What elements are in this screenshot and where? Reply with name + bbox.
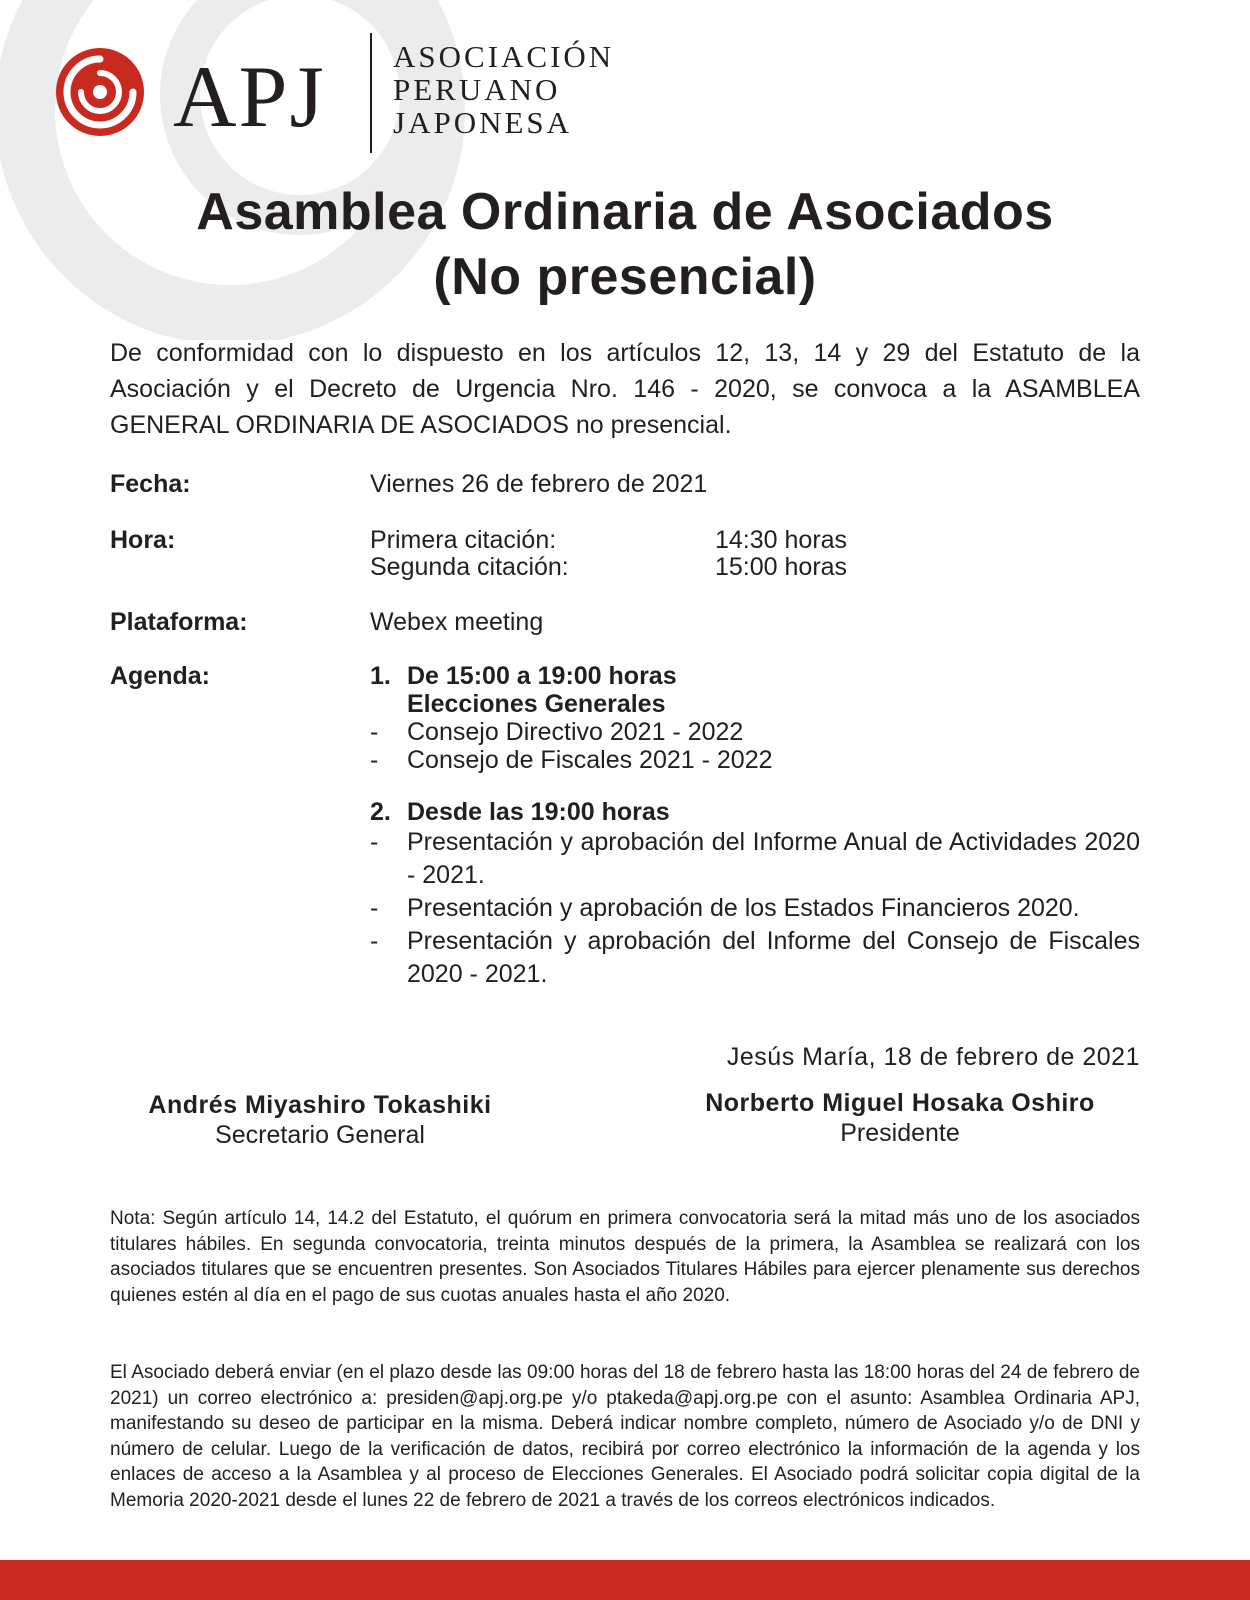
hora-label: Hora: bbox=[110, 526, 176, 554]
agenda-item-2-point: - Presentación y aprobación del Informe Anual de Actividades 2020 - 2021. bbox=[370, 828, 1140, 889]
agenda-item-1-subtitle: Elecciones Generales bbox=[407, 690, 666, 718]
agenda-item-1 bbox=[370, 662, 1140, 774]
bullet-dash: - bbox=[370, 828, 379, 856]
agenda-item-1-point: - Consejo de Fiscales 2021 - 2022 bbox=[370, 746, 773, 774]
agenda-item-2-number: 2. bbox=[370, 798, 391, 826]
agenda-item-2 bbox=[370, 798, 1140, 991]
page-title bbox=[100, 180, 1150, 310]
organization-name-line-1: ASOCIACIÓN bbox=[393, 39, 615, 74]
apj-swirl-logo-icon bbox=[55, 47, 145, 137]
organization-name-line-3: JAPONESA bbox=[393, 105, 573, 140]
plataforma-value: Webex meeting bbox=[370, 608, 544, 636]
place-and-date: Jesús María, 18 de febrero de 2021 bbox=[726, 1043, 1140, 1071]
fecha-label: Fecha: bbox=[110, 470, 191, 498]
signature-secretary bbox=[110, 1090, 530, 1150]
participation-note: El Asociado deberá enviar (en el plazo desde las 09:00 horas del 18 de febrero hasta las 18:00 horas del 24 de febrero de 2021) un correo electrónico a: presiden@apj.org.pe y/o ptakeda@apj.org.pe con el asunto: Asamblea Ordinaria APJ, manifestando su deseo de participar en la misma. Deberá indicar nombre completo, número de Asociado y/o de DNI y número de celular. Luego de la verificación de datos, recibirá por correo electrónico la información de la agenda y los enlaces de acceso a la Asamblea y al proceso de Elecciones Generales. El Asociado podrá solicitar copia digital de la Memoria 2020-2021 desde el lunes 22 de febrero de 2021 a través de los correos electrónicos indicados. bbox=[110, 1362, 1140, 1511]
segunda-citacion-value: 15:00 horas bbox=[715, 553, 848, 581]
signatory-name: Andrés Miyashiro Tokashiki bbox=[148, 1091, 492, 1119]
plataforma-label: Plataforma: bbox=[110, 608, 248, 636]
bullet-dash: - bbox=[370, 927, 379, 955]
agenda-item-2-time: 2. Desde las 19:00 horas bbox=[370, 798, 670, 826]
fecha-value: Viernes 26 de febrero de 2021 bbox=[370, 470, 708, 498]
organization-name-line-2: PERUANO bbox=[393, 72, 561, 107]
agenda-item-2-point: - Presentación y aprobación de los Estados Financieros 2020. bbox=[370, 892, 1140, 925]
agenda-item-1-number: 1. bbox=[370, 662, 391, 690]
organization-name bbox=[393, 40, 653, 139]
primera-citacion-label: Primera citación: bbox=[370, 526, 557, 554]
signature-president bbox=[660, 1088, 1140, 1148]
agenda-item-1-time: 1. De 15:00 a 19:00 horas bbox=[370, 662, 677, 690]
title-line-2: (No presencial) bbox=[433, 248, 817, 306]
logo-wordmark: APJ bbox=[173, 49, 326, 146]
primera-citacion-value: 14:30 horas bbox=[715, 526, 848, 554]
signatory-name: Norberto Miguel Hosaka Oshiro bbox=[705, 1089, 1095, 1117]
intro-paragraph: De conformidad con lo dispuesto en los artículos 12, 13, 14 y 29 del Estatuto de la Asociación y el Decreto de Urgencia Nro. 146 - 2020, se convoca a la ASAMBLEA GENERAL ORDINARIA DE ASOCIADOS no presencial. bbox=[110, 339, 1140, 439]
footer-bar bbox=[0, 1560, 1250, 1600]
bullet-dash: - bbox=[370, 894, 379, 922]
bullet-dash: - bbox=[370, 746, 379, 774]
bullet-dash: - bbox=[370, 718, 379, 746]
logo-divider bbox=[370, 33, 372, 153]
agenda-label: Agenda: bbox=[110, 662, 210, 690]
title-line-1: Asamblea Ordinaria de Asociados bbox=[196, 183, 1054, 241]
signatory-role: Presidente bbox=[840, 1119, 960, 1147]
segunda-citacion-label: Segunda citación: bbox=[370, 553, 569, 581]
agenda-item-1-point: - Consejo Directivo 2021 - 2022 bbox=[370, 718, 744, 746]
agenda-item-2-point: - Presentación y aprobación del Informe del Consejo de Fiscales 2020 - 2021. bbox=[370, 927, 1140, 988]
quorum-note: Nota: Según artículo 14, 14.2 del Estatuto, el quórum en primera convocatoria será la mitad más uno de los asociados titulares hábiles. En segunda convocatoria, treinta minutos después de la primera, la Asamblea se realizará con los asociados titulares que se encuentren presentes. Son Asociados Titulares Hábiles para ejercer plenamente sus derechos quienes estén al día en el pago de sus cuotas anuales hasta el año 2020. bbox=[110, 1208, 1140, 1306]
signatory-role: Secretario General bbox=[215, 1121, 425, 1149]
